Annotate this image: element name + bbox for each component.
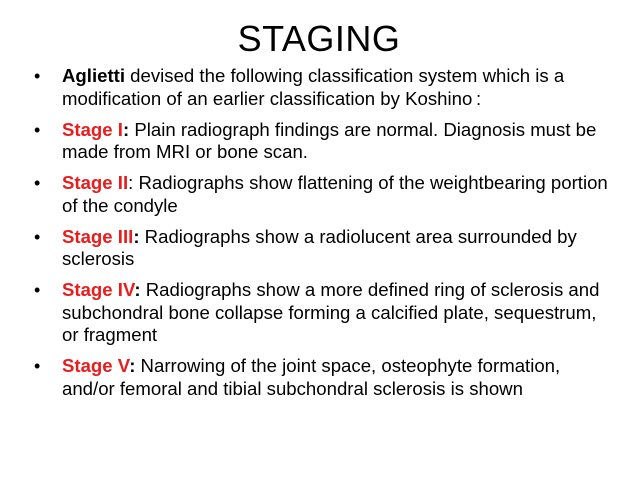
bullet-text: Radiographs show a more defined ring of sclerosis and subchondral bone collapse forming a calcified plate, sequestrum, or fragment bbox=[62, 279, 600, 345]
bullet-dot-icon: • bbox=[34, 119, 41, 140]
stage-label: Stage III bbox=[62, 225, 134, 247]
stage-separator: : bbox=[134, 279, 141, 300]
bullet-text: Radiographs show flattening of the weightbearing portion of the condyle bbox=[62, 172, 608, 216]
bullet-stage-4 bbox=[34, 279, 614, 347]
stage-label: Stage V bbox=[62, 355, 130, 376]
stage-label: Stage I bbox=[62, 118, 123, 140]
stage-label: Stage II bbox=[62, 172, 129, 193]
bullet-stage-3 bbox=[34, 226, 614, 271]
bullet-dot-icon: • bbox=[34, 356, 41, 376]
bullet-text: Narrowing of the joint space, osteophyte formation, and/or femoral and tibial subchondral sclerosis is shown bbox=[62, 355, 561, 399]
stage-separator: : bbox=[133, 225, 140, 247]
bullet-stage-2 bbox=[34, 172, 614, 217]
slide-title: STAGING bbox=[237, 18, 401, 59]
bullet-dot-icon: • bbox=[34, 173, 41, 193]
bullet-intro bbox=[34, 65, 614, 110]
bullet-dot-icon: • bbox=[34, 280, 41, 300]
author-name: Aglietti bbox=[62, 65, 126, 86]
bullet-list bbox=[34, 65, 614, 409]
bullet-stage-1 bbox=[34, 119, 614, 164]
stage-separator: : bbox=[129, 355, 136, 376]
bullet-text: devised the following classification system which is a modification of an earlier classification by Koshino : bbox=[62, 65, 565, 109]
bullet-dot-icon: • bbox=[34, 226, 41, 247]
bullet-text: Plain radiograph findings are normal. Diagnosis must be made from MRI or bone scan. bbox=[62, 118, 597, 162]
stage-separator: : bbox=[122, 118, 130, 140]
bullet-stage-5 bbox=[34, 355, 614, 400]
stage-separator: : bbox=[128, 172, 134, 193]
stage-label: Stage IV bbox=[62, 279, 135, 300]
bullet-text: Radiographs show a radiolucent area surrounded by sclerosis bbox=[62, 225, 577, 269]
bullet-dot-icon: • bbox=[34, 66, 41, 86]
